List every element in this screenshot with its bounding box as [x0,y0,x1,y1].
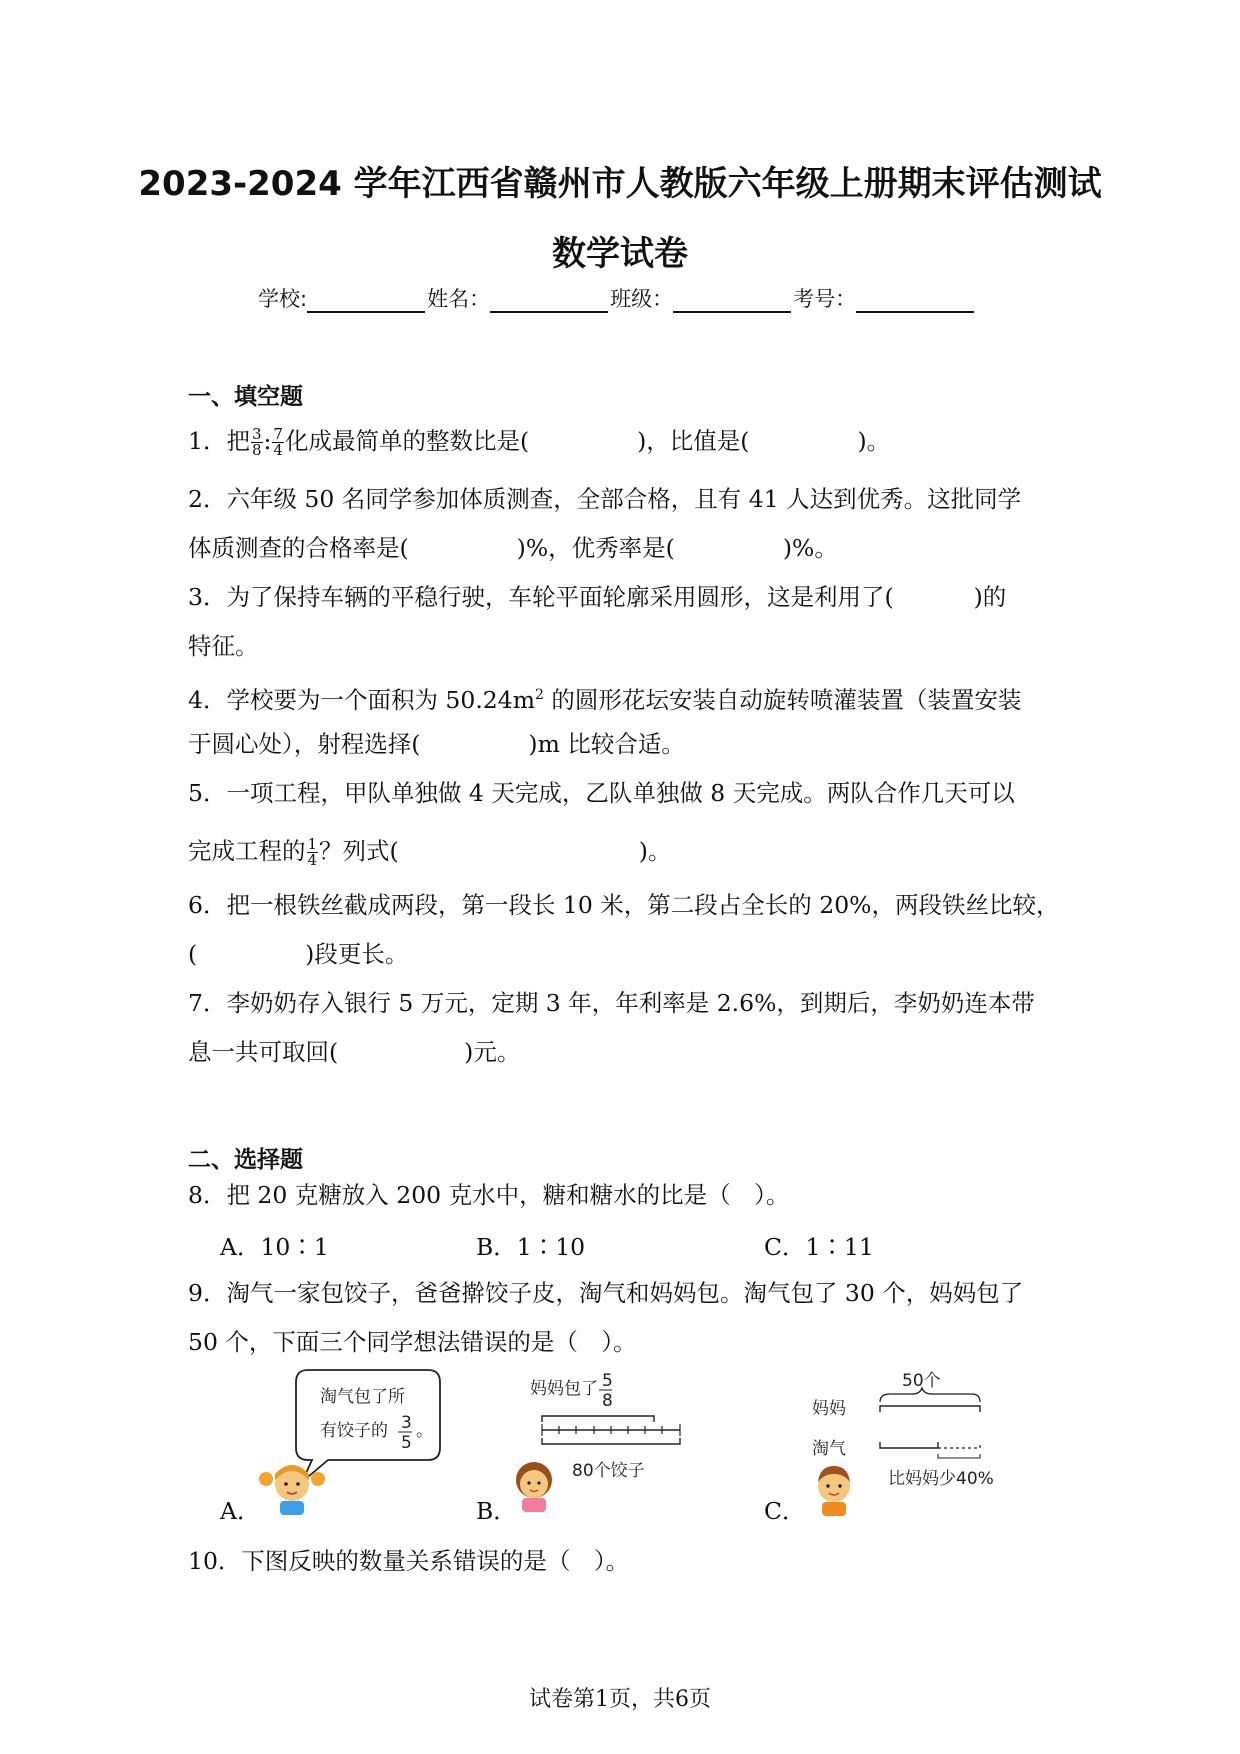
bubble-end: 。 [416,1421,433,1441]
question-3-line-2: 特征。 [188,632,259,660]
bubble-line-2: 有饺子的 [320,1421,388,1441]
question-4-line-2 [188,729,685,759]
q2-text-c: )%。 [782,534,838,562]
q4-text-d: )m 比较合适。 [528,730,685,758]
q5-text-c: )。 [638,837,672,865]
q8-option-a[interactable]: A．10∶1 [220,1233,329,1261]
q6-text-a: ( [188,940,198,968]
q5-text-b: ？列式( [319,837,399,865]
figc-diff-brace [938,1454,980,1458]
question-5-line-2 [188,836,671,868]
bubble-fraction-den: 5 [401,1433,412,1453]
school-blank[interactable] [307,289,425,313]
title-line-2: 数学试卷 [552,234,688,274]
q8-option-b[interactable]: B．1∶10 [476,1233,586,1261]
bubble-fraction-num: 3 [401,1413,412,1433]
question-7-line-2 [188,1037,520,1067]
q9-option-a[interactable]: A． [220,1497,261,1525]
name-label: 姓名： [427,287,491,311]
section-choice-heading: 二、选择题 [188,1147,303,1173]
question-7-line-1: 7．李奶奶存入银行 5 万元，定期 3 年，年利率是 2.6%，到期后，李奶奶连本带 [188,989,1035,1017]
school-label: 学校: [258,287,308,311]
q1-text-b: )，比值是( [637,427,750,455]
girl-avatar-icon [259,1465,325,1515]
q1-prefix: 1．把 [188,427,250,455]
figc-top-label: 50个 [902,1371,941,1391]
question-2-line-2 [188,533,838,563]
question-8: 8．把 20 克糖放入 200 克水中，糖和糖水的比是（ ）。 [188,1181,790,1209]
q5-fraction: $\frac{1}{4}$ [307,835,318,869]
figc-taoqi-label: 淘气 [812,1439,846,1459]
q4-superscript: 2 [534,687,544,703]
q8-option-c[interactable]: C．1∶11 [764,1233,874,1261]
q3-text-b: )的 [973,583,1007,611]
q1-fraction-1: $\frac{3}{8}$ [251,425,262,459]
question-2-line-1: 2．六年级 50 名同学参加体质测查，全部合格，且有 41 人达到优秀。这批同学 [188,485,1022,513]
name-blank[interactable] [490,289,608,313]
q1-text-a: 化成最简单的整数比是( [284,427,530,455]
q9-figure-b [514,1364,694,1524]
q4-text-c: 于圆心处），射程选择( [188,730,421,758]
student-info-row [258,283,976,313]
q9-figure-a [258,1364,458,1524]
class-label: 班级： [610,287,674,311]
q6-text-b: )段更长。 [305,940,409,968]
bubble-line-1: 淘气包了所 [320,1387,405,1407]
q2-text-b: )%，优秀率是( [516,534,675,562]
figb-bottom-brace [542,1438,680,1444]
figb-bottom-label: 80个饺子 [572,1461,645,1481]
question-3-line-1 [188,582,1006,612]
question-10: 10．下图反映的数量关系错误的是（ ）。 [188,1547,630,1575]
q2-text-a: 体质测查的合格率是( [188,534,409,562]
q1-text-c: )。 [857,427,891,455]
figb-top-brace [542,1416,654,1422]
question-6-line-1: 6．把一根铁丝截成两段，第一段长 10 米，第二段占全长的 20%，两段铁丝比较， [188,891,1060,919]
q4-text-b: 的圆形花坛安装自动旋转喷灌装置（装置安装 [543,685,1022,714]
question-4-line-1 [188,680,1021,715]
exam-no-blank[interactable] [856,289,974,313]
figc-note: 比妈妈少40% [888,1469,994,1489]
figb-caption: 妈妈包了 [530,1379,598,1399]
q5-text-a: 完成工程的 [188,837,306,865]
boy-avatar-icon [818,1466,850,1516]
q9-figure-c [800,1364,1010,1524]
q1-fraction-2: $\frac{7}{4}$ [273,425,283,459]
exam-no-label: 考号： [793,287,857,311]
figc-taoqi-bar [880,1442,938,1448]
q9-option-b[interactable]: B． [476,1497,517,1525]
question-9-line-2: 50 个，下面三个同学想法错误的是（ ）。 [188,1328,637,1356]
q1-colon: : [263,427,272,455]
question-1 [188,426,890,458]
question-5-line-1: 5．一项工程，甲队单独做 4 天完成，乙队单独做 8 天完成。两队合作几天可以 [188,779,1015,807]
q9-option-c[interactable]: C． [764,1497,806,1525]
figb-fraction-num: 5 [602,1371,613,1391]
figc-dashed-segment [938,1442,980,1448]
class-blank[interactable] [673,289,791,313]
figb-fraction-den: 8 [602,1391,613,1411]
title-line-1: 2023-2024 学年江西省赣州市人教版六年级上册期末评估测试 [138,164,1102,204]
page-footer: 试卷第1页，共6页 [529,1687,711,1712]
figc-mom-bar [880,1406,980,1412]
section-fill-blank-heading: 一、填空题 [188,384,303,410]
q7-text-a: 息一共可取回( [188,1038,339,1066]
question-6-line-2 [188,939,408,969]
question-9-line-1: 9．淘气一家包饺子，爸爸擀饺子皮，淘气和妈妈包。淘气包了 30 个，妈妈包了 [188,1279,1024,1307]
q3-text-a: 3．为了保持车辆的平稳行驶，车轮平面轮廓采用圆形，这是利用了( [188,583,894,611]
q4-text-a: 4．学校要为一个面积为 50.24m [188,685,535,714]
figc-mom-label: 妈妈 [812,1399,846,1419]
girl2-avatar-icon [516,1462,552,1512]
q7-text-b: )元。 [464,1038,521,1066]
